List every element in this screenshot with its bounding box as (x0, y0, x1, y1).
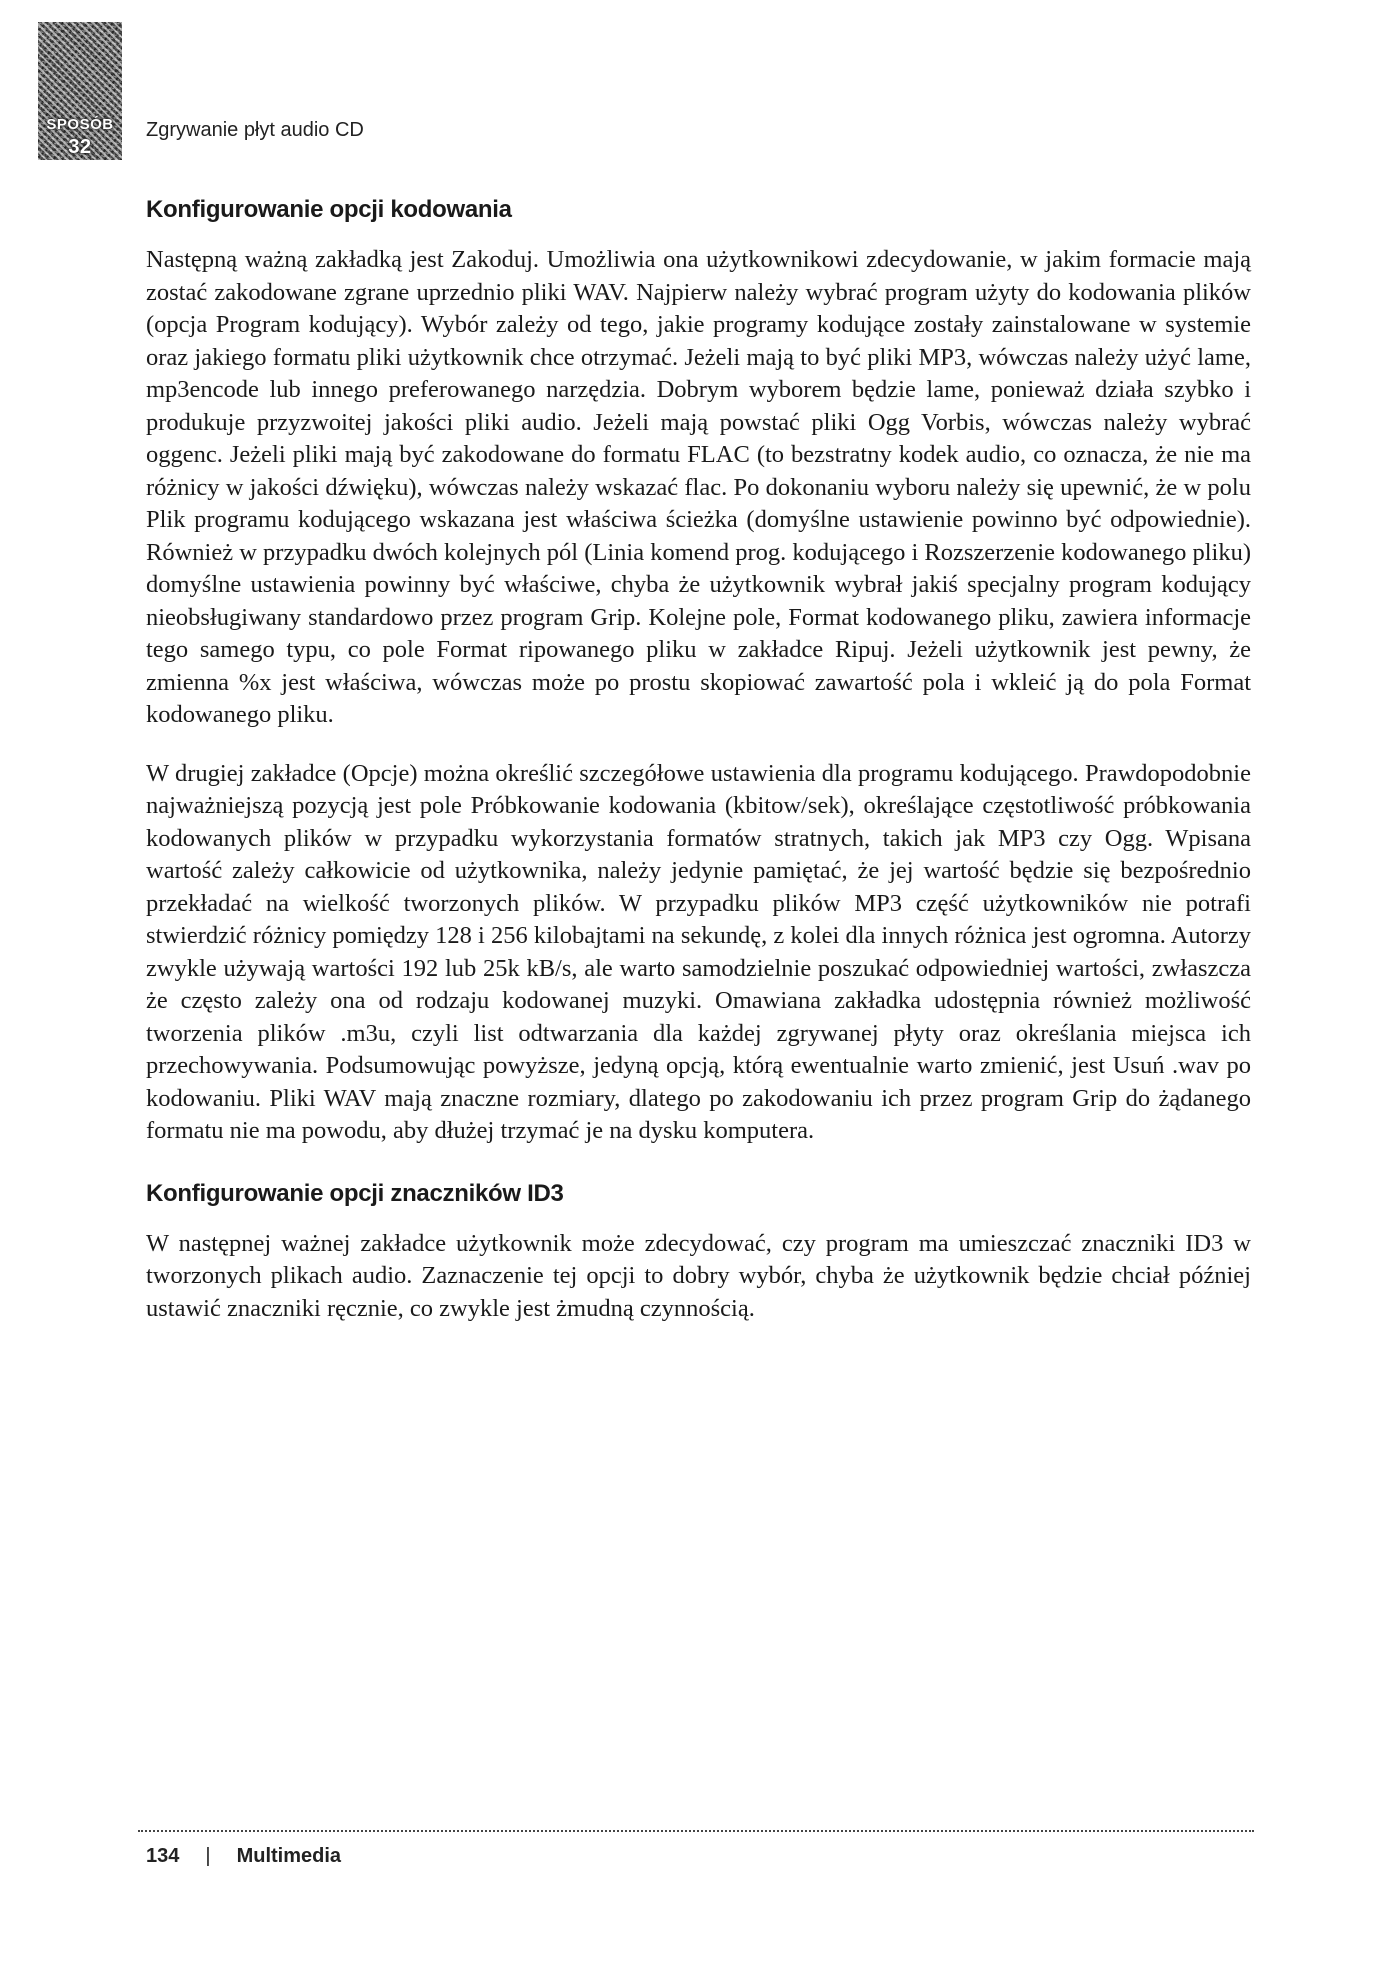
footer-divider (138, 1830, 1254, 1832)
badge-label: SPOSÓB (46, 116, 114, 133)
section-badge (38, 22, 122, 160)
page-footer (146, 1845, 341, 1868)
section-heading-encoding: Konfigurowanie opcji kodowania (146, 196, 512, 223)
badge-number: 32 (68, 136, 92, 158)
paragraph: W następnej ważnej zakładce użytkownik może zdecydować, czy program ma umieszczać znaczniki ID3 w tworzonych plikach audio. Zaznaczenie tej opcji to dobry wybór, chyba że użytkownik będzie chciał później ustawić znaczniki ręcznie, co zwykle jest żmudną czynnością. (146, 1229, 1251, 1322)
footer-separator: | (205, 1845, 211, 1867)
paragraph: W drugiej zakładce (Opcje) można określić szczegółowe ustawienia dla programu kodującego. Prawdopodobnie najważniejszą pozycją jest pole Próbkowanie kodowania (kbitow/sek), określające częstotliwość próbkowania kodowanych plików w przypadku wykorzystania formatów stratnych, takich jak MP3 czy Ogg. Wpisana wartość zależy całkowicie od użytkownika, należy jedynie pamiętać, że jej wartość będzie się bezpośrednio przekładać na wielkość tworzonych plików. W przypadku plików MP3 część użytkowników nie potrafi stwierdzić różnicy pomiędzy 128 i 256 kilobajtami na sekundę, z kolei dla innych różnica jest ogromna. Autorzy zwykle używają wartości 192 lub 25k kB/s, ale warto samodzielnie poszukać odpowiedniej wartości, zwłaszcza że często zależy ona od rodzaju kodowanej muzyki. Omawiana zakładka udostępnia również możliwość tworzenia plików .m3u, czyli list odtwarzania dla każdej zgrywanej płyty oraz określania miejsca ich przechowywania. Podsumowując powyższe, jedyną opcją, którą ewentualnie warto zmienić, jest Usuń .wav po kodowaniu. Pliki WAV mają znaczne rozmiary, dlatego po zakodowaniu ich przez program Grip do żądanego formatu nie ma powodu, aby dłużej trzymać je na dysku komputera. (146, 759, 1251, 1144)
page-number: 134 (146, 1845, 180, 1867)
page-body (146, 196, 1251, 1351)
footer-section-title: Multimedia (236, 1845, 342, 1867)
running-header: Zgrywanie płyt audio CD (146, 119, 364, 141)
section-heading-id3: Konfigurowanie opcji znaczników ID3 (146, 1179, 564, 1207)
paragraph: Następną ważną zakładką jest Zakoduj. Umożliwia ona użytkownikowi zdecydowanie, w jakim formacie mają zostać zakodowane zgrane uprzednio pliki WAV. Najpierw należy wybrać program użyty do kodowania plików (opcja Program kodujący). Wybór zależy od tego, jakie programy kodujące zostały zainstalowane w systemie oraz jakiego formatu pliki użytkownik chce otrzymać. Jeżeli mają to być pliki MP3, wówczas należy użyć lame, mp3encode lub innego preferowanego narzędzia. Dobrym wyborem będzie lame, ponieważ działa szybko i produkuje przyzwoitej jakości pliki audio. Jeżeli mają powstać pliki Ogg Vorbis, wówczas należy wybrać oggenc. Jeżeli pliki mają być zakodowane do formatu FLAC (to bezstratny kodek audio, co oznacza, że nie ma różnicy w jakości dźwięku), wówczas należy wskazać flac. Po dokonaniu wyboru należy się upewnić, że w polu Plik programu kodującego wskazana jest właściwa ścieżka (domyślne ustawienie powinno być odpowiednie). Również w przypadku dwóch kolejnych pól (Linia komend prog. kodującego i Rozszerzenie kodowanego pliku) domyślne ustawienia powinny być właściwe, chyba że użytkownik wybrał jakiś specjalny program kodujący nieobsługiwany standardowo przez program Grip. Kolejne pole, Format kodowanego pliku, zawiera informacje tego samego typu, co pole Format ripowanego pliku w zakładce Ripuj. Jeżeli użytkownik jest pewny, że zmienna %x jest właściwa, wówczas może po prostu skopiować zawartość pola i wkleić ją do pola Format kodowanego pliku. (146, 246, 1251, 728)
